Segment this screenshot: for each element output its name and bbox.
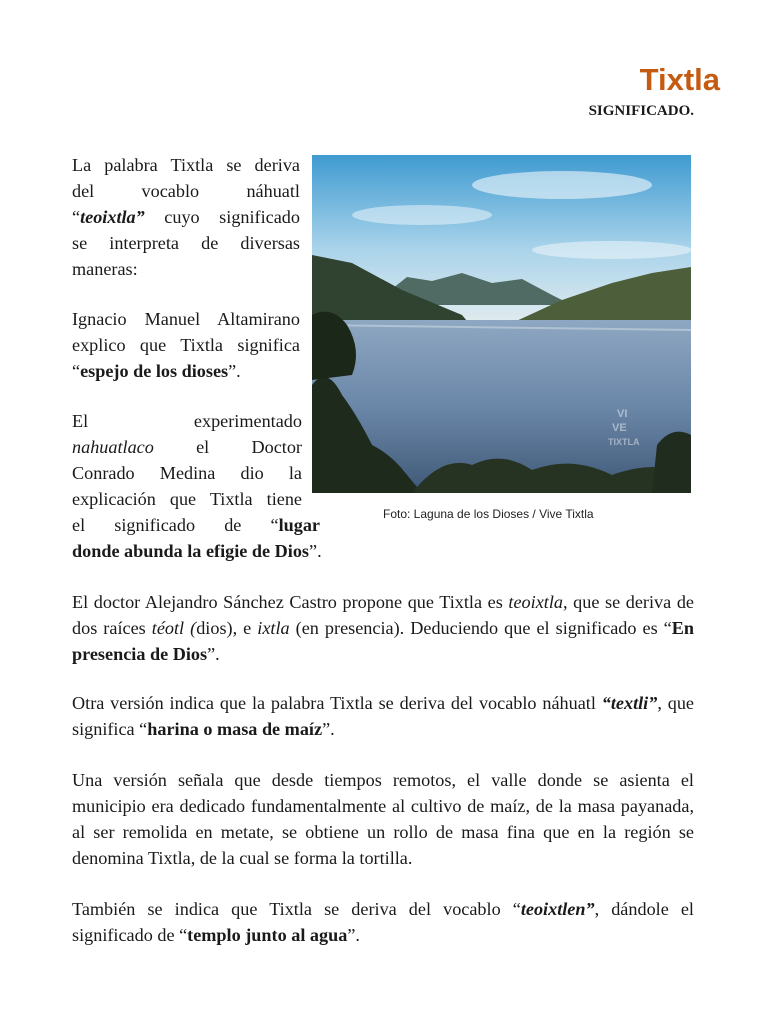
sanchez-text: dios), e xyxy=(196,618,258,638)
term-teoixtla: teoixtla xyxy=(508,592,563,612)
term-harina: harina o masa de maíz xyxy=(147,719,323,739)
medina-word: experimentado xyxy=(193,411,302,431)
term-teoixtla: teoixtla” xyxy=(80,207,145,227)
term-teotl: téotl ( xyxy=(151,618,197,638)
medina-word: el xyxy=(196,437,210,457)
page-subtitle: SIGNIFICADO. xyxy=(588,103,694,119)
medina-line xyxy=(72,408,302,434)
close-quote: ”. xyxy=(322,719,335,739)
medina-paragraph xyxy=(72,408,322,564)
intro-paragraph xyxy=(72,152,300,282)
close-quote: ”. xyxy=(228,361,241,381)
sanchez-text: El doctor Alejandro Sánchez Castro propone que Tixtla es xyxy=(72,592,509,612)
open-quote: “ xyxy=(72,207,81,227)
medina-line xyxy=(72,538,322,564)
watermark-text: VI xyxy=(617,408,628,420)
medina-text: el significado de “ xyxy=(72,515,279,535)
sanchez-text: (en presencia). Deduciendo que el significado es “ xyxy=(289,618,672,638)
intro-line: se interpreta de diversas xyxy=(72,233,300,253)
medina-word: El xyxy=(72,411,89,431)
term-teoixtlen: teoixtlen” xyxy=(520,899,595,919)
intro-word: del xyxy=(72,181,95,201)
intro-text: cuyo significado xyxy=(144,207,300,227)
intro-word: náhuatl xyxy=(246,181,300,201)
photo-caption: Foto: Laguna de los Dioses / Vive Tixtla xyxy=(383,507,594,521)
intro-line xyxy=(72,204,300,230)
sanchez-paragraph xyxy=(72,589,694,667)
altamirano-line: Ignacio Manuel Altamirano xyxy=(72,309,300,329)
lake-photo xyxy=(312,155,691,493)
term-textli: “textli” xyxy=(601,693,658,713)
altamirano-line: explico que Tixtla significa xyxy=(72,335,300,355)
watermark-text: VE xyxy=(612,422,627,434)
version-paragraph: Una versión señala que desde tiempos remotos, el valle donde se asienta el municipio era dedicado fundamentalmente al cultivo de maíz, de la masa payanada, al ser remolida en metate, se obtiene un rollo de masa fina que en la región se denomina Tixtla, de la cual se forma la tortilla. xyxy=(72,770,694,868)
open-quote: “ xyxy=(72,361,81,381)
medina-word: Doctor xyxy=(251,437,302,457)
close-quote: ”. xyxy=(207,644,220,664)
textli-paragraph xyxy=(72,690,694,742)
page-title: Tixtla xyxy=(639,62,720,97)
sanchez-text: , que se deriva de dos raíces xyxy=(72,592,694,638)
intro-line: maneras: xyxy=(72,259,138,279)
term-presencia: En presencia de Dios xyxy=(72,618,695,664)
term-efigie: donde abunda la efigie de Dios xyxy=(72,541,309,561)
watermark-text: TIXTLA xyxy=(608,437,640,447)
altamirano-line xyxy=(72,358,300,384)
intro-line xyxy=(72,178,300,204)
close-quote: ”. xyxy=(347,925,360,945)
teoixtlen-text: También se indica que Tixtla se deriva del vocablo “ xyxy=(72,899,521,919)
medina-line: explicación que Tixtla tiene xyxy=(72,489,302,509)
altamirano-paragraph xyxy=(72,306,300,384)
intro-line: La palabra Tixtla se deriva xyxy=(72,155,300,175)
term-lugar: lugar xyxy=(278,515,320,535)
close-quote: ”. xyxy=(309,541,322,561)
term-nahuatlaco: nahuatlaco xyxy=(72,437,154,457)
medina-line: Conrado Medina dio la xyxy=(72,463,302,483)
teoixtlen-text: , dándole el significado de “ xyxy=(72,899,694,945)
medina-line xyxy=(72,512,320,538)
textli-text: Otra versión indica que la palabra Tixtla se deriva del vocablo náhuatl xyxy=(72,693,602,713)
term-templo: templo junto al agua xyxy=(187,925,348,945)
term-ixtla: ixtla xyxy=(257,618,290,638)
teoixtlen-paragraph xyxy=(72,896,694,948)
term-espejo: espejo de los dioses xyxy=(80,361,229,381)
textli-text: , que significa “ xyxy=(72,693,694,739)
medina-line xyxy=(72,434,302,460)
intro-word: vocablo xyxy=(141,181,200,201)
